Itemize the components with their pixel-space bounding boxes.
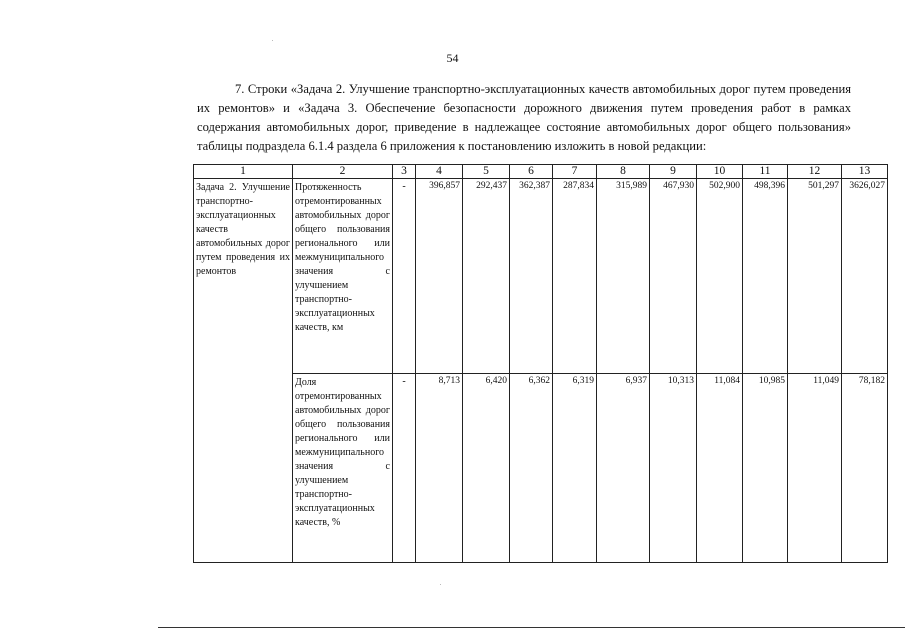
value-cell: 467,930 xyxy=(650,179,697,374)
table-header-cell: 12 xyxy=(788,165,842,179)
value-cell: 78,182 xyxy=(842,374,888,563)
scan-speck xyxy=(440,584,441,585)
value-cell: 287,834 xyxy=(553,179,597,374)
value-cell: 6,420 xyxy=(463,374,510,563)
table-header-cell: 4 xyxy=(416,165,463,179)
table-header-cell: 9 xyxy=(650,165,697,179)
col3-cell: - xyxy=(393,374,416,563)
table-header-cell: 11 xyxy=(743,165,788,179)
bottom-divider xyxy=(158,627,905,628)
table-header-cell: 7 xyxy=(553,165,597,179)
value-cell: 362,387 xyxy=(510,179,553,374)
program-table xyxy=(193,164,888,563)
table-header-cell: 1 xyxy=(194,165,293,179)
value-cell: 3626,027 xyxy=(842,179,888,374)
col3-cell: - xyxy=(393,179,416,374)
table-header-row xyxy=(194,165,888,179)
table-row xyxy=(194,179,888,374)
table-header-cell: 10 xyxy=(697,165,743,179)
table-header-cell: 3 xyxy=(393,165,416,179)
value-cell: 498,396 xyxy=(743,179,788,374)
value-cell: 6,937 xyxy=(597,374,650,563)
task-cell: Задача 2. Улучшение транспортно-эксплуатационных качеств автомобильных дорог путем проведения их ремонтов xyxy=(194,179,293,563)
intro-paragraph xyxy=(197,80,851,156)
table-header-cell: 8 xyxy=(597,165,650,179)
value-cell: 10,985 xyxy=(743,374,788,563)
table-header-cell: 2 xyxy=(293,165,393,179)
scan-speck xyxy=(272,40,273,41)
value-cell: 6,362 xyxy=(510,374,553,563)
table-row xyxy=(194,374,888,563)
table-header-cell: 6 xyxy=(510,165,553,179)
intro-text: 7. Строки «Задача 2. Улучшение транспортно-эксплуатационных качеств автомобильных дорог путем проведения их ремонтов» и «Задача 3. Обеспечение безопасности дорожного движения путем проведения работ в рамках содержания автомобильных дорог, приведение в надлежащее состояние автомобильных дорог общего пользования» таблицы подраздела 6.1.4 раздела 6 приложения к постановлению изложить в новой редакции: xyxy=(197,82,851,153)
value-cell: 8,713 xyxy=(416,374,463,563)
page-number: 54 xyxy=(446,51,459,65)
value-cell: 11,084 xyxy=(697,374,743,563)
value-cell: 396,857 xyxy=(416,179,463,374)
value-cell: 502,900 xyxy=(697,179,743,374)
table-header-cell: 13 xyxy=(842,165,888,179)
value-cell: 6,319 xyxy=(553,374,597,563)
value-cell: 501,297 xyxy=(788,179,842,374)
indicator-cell: Доля отремонтированных автомобильных дорог общего пользования регионального или межмуниципального значения с улучшением транспортно-эксплуатационных качеств, % xyxy=(293,374,393,563)
indicator-cell: Протяженность отремонтированных автомобильных дорог общего пользования регионального или межмуниципального значения с улучшением транспортно-эксплуатационных качеств, км xyxy=(293,179,393,374)
value-cell: 315,989 xyxy=(597,179,650,374)
value-cell: 11,049 xyxy=(788,374,842,563)
value-cell: 292,437 xyxy=(463,179,510,374)
value-cell: 10,313 xyxy=(650,374,697,563)
table-header-cell: 5 xyxy=(463,165,510,179)
